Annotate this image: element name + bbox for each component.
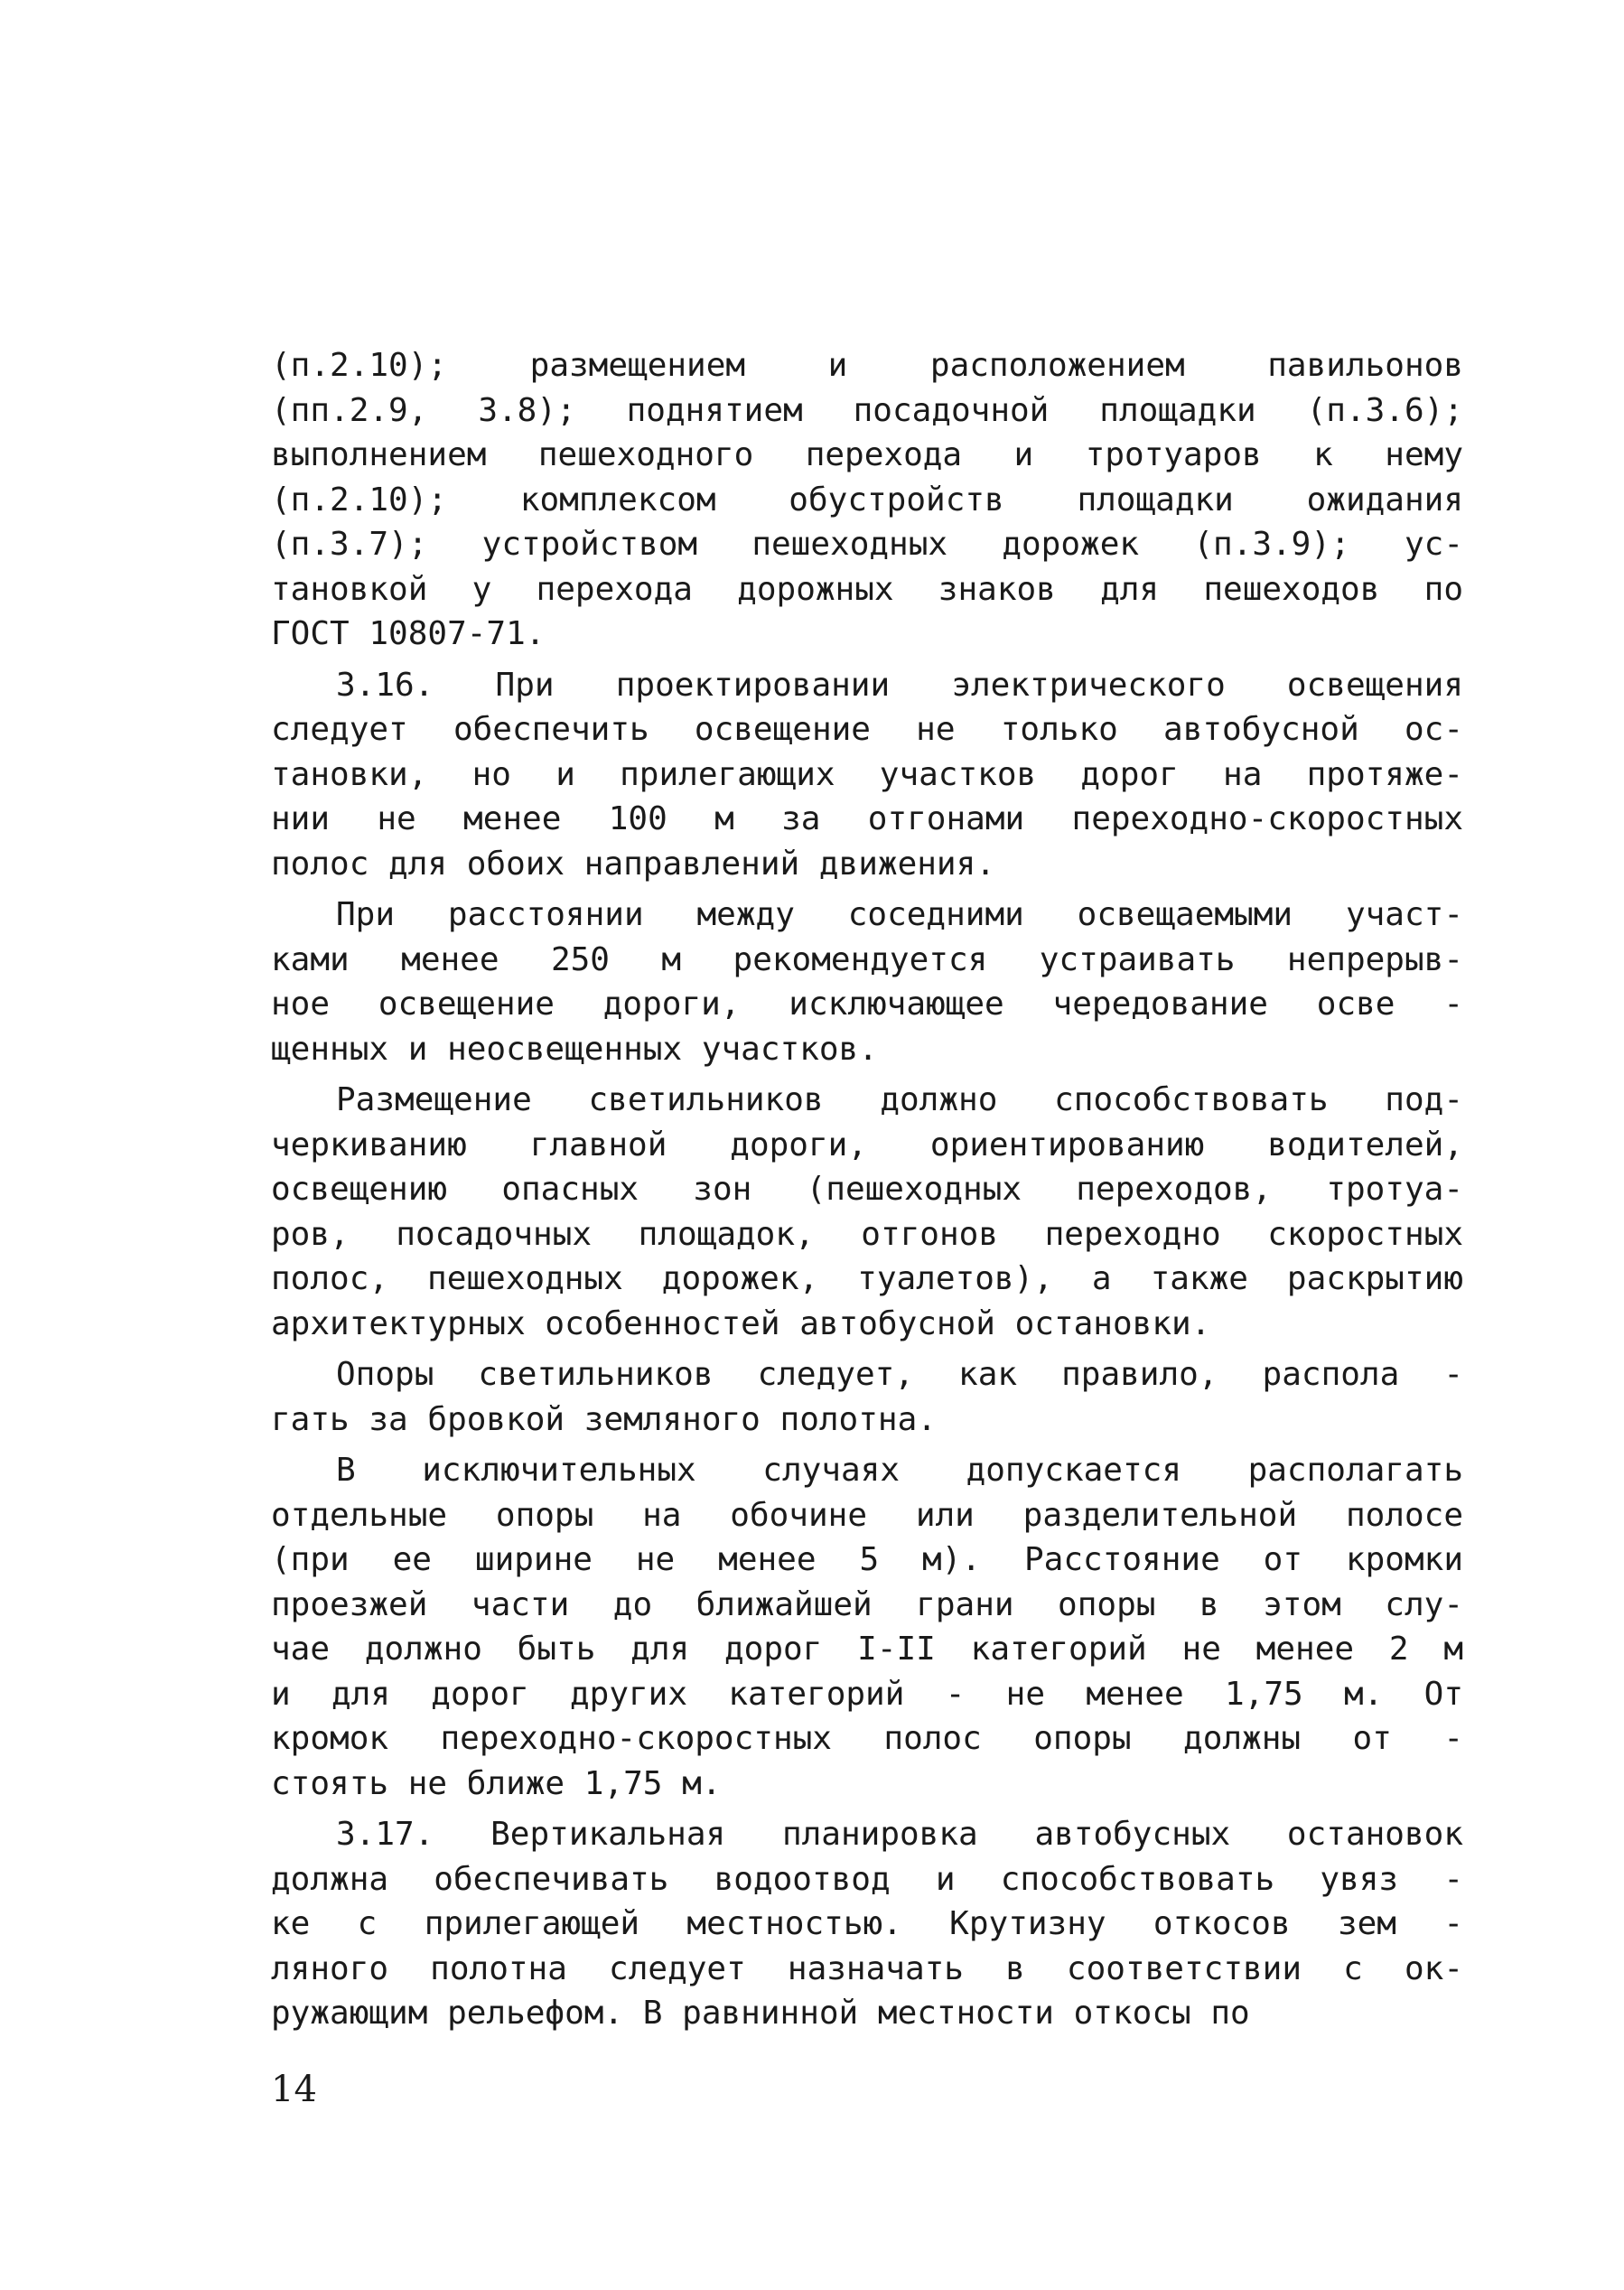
text-line: (п.3.7); устройством пешеходных дорожек (п.3.9); ус-	[271, 526, 1463, 563]
text-line: проезжей части до ближайшей грани опоры в этом слу-	[271, 1585, 1463, 1623]
text-line: тановкой у перехода дорожных знаков для пешеходов по	[271, 570, 1463, 608]
text-line: ке с прилегающей местностью. Крутизну откосов зем -	[271, 1905, 1463, 1942]
text-line: освещению опасных зон (пешеходных переходов, тротуа-	[271, 1171, 1463, 1208]
body-text	[271, 343, 1463, 2036]
paragraph	[271, 343, 1463, 657]
text-line: При расстоянии между соседними освещаемыми участ-	[336, 896, 1463, 933]
text-line: ляного полотна следует назначать в соответствии с ок-	[271, 1949, 1463, 1987]
text-line: (пп.2.9, 3.8); поднятием посадочной площадки (п.3.6);	[271, 391, 1463, 429]
text-line: ГОСТ 10807-71.	[271, 615, 546, 652]
text-line: должна обеспечивать водоотвод и способствовать увяз -	[271, 1860, 1463, 1898]
text-line: В исключительных случаях допускается располагать	[336, 1452, 1463, 1489]
paragraph	[271, 1812, 1463, 2036]
text-line: отдельные опоры на обочине или разделительной полосе	[271, 1496, 1463, 1534]
page-number: 14	[271, 2069, 317, 2110]
text-line: 3.16. При проектировании электрического освещения	[336, 666, 1463, 704]
paragraph	[271, 1448, 1463, 1806]
text-line: ками менее 250 м рекомендуется устраивать непрерыв-	[271, 940, 1463, 978]
text-line: кромок переходно-скоростных полос опоры должны от -	[271, 1720, 1463, 1757]
text-line: архитектурных особенностей автобусной остановки.	[271, 1304, 1211, 1342]
text-line: Опоры светильников следует, как правило, распола -	[336, 1356, 1463, 1393]
text-line: полос, пешеходных дорожек, туалетов), а также раскрытию	[271, 1260, 1463, 1297]
text-line: чае должно быть для дорог I-II категорий не менее 2 м	[271, 1631, 1463, 1668]
text-line: гать за бровкой земляного полотна.	[271, 1400, 937, 1438]
text-line: щенных и неосвещенных участков.	[271, 1030, 878, 1068]
paragraph	[271, 663, 1463, 887]
text-line: стоять не ближе 1,75 м.	[271, 1764, 722, 1802]
text-line: ное освещение дороги, исключающее чередование осве -	[271, 986, 1463, 1023]
text-line: полос для обоих направлений движения.	[271, 845, 995, 883]
text-line: Размещение светильников должно способствовать под-	[336, 1081, 1463, 1118]
paragraph	[271, 1352, 1463, 1442]
text-line: (п.2.10); комплексом обустройств площадки ожидания	[271, 481, 1463, 519]
text-line: выполнением пешеходного перехода и тротуаров к нему	[271, 436, 1463, 473]
text-line: ров, посадочных площадок, отгонов переходно скоростных	[271, 1215, 1463, 1253]
text-line: 3.17. Вертикальная планировка автобусных остановок	[336, 1816, 1463, 1853]
paragraph	[271, 893, 1463, 1071]
paragraph	[271, 1078, 1463, 1346]
text-line: ружающим рельефом. В равнинной местности откосы по	[271, 1995, 1250, 2032]
text-line: (при ее ширине не менее 5 м). Расстояние от кромки	[271, 1541, 1463, 1578]
text-line: (п.2.10); размещением и расположением павильонов	[271, 347, 1463, 384]
text-line: следует обеспечить освещение не только автобусной ос-	[271, 711, 1463, 748]
text-line: черкиванию главной дороги, ориентированию водителей,	[271, 1126, 1463, 1164]
text-line: тановки, но и прилегающих участков дорог на протяже-	[271, 755, 1463, 793]
text-line: и для дорог других категорий - не менее 1,75 м. От	[271, 1675, 1463, 1713]
text-line: нии не менее 100 м за отгонами переходно-скоростных	[271, 800, 1463, 837]
